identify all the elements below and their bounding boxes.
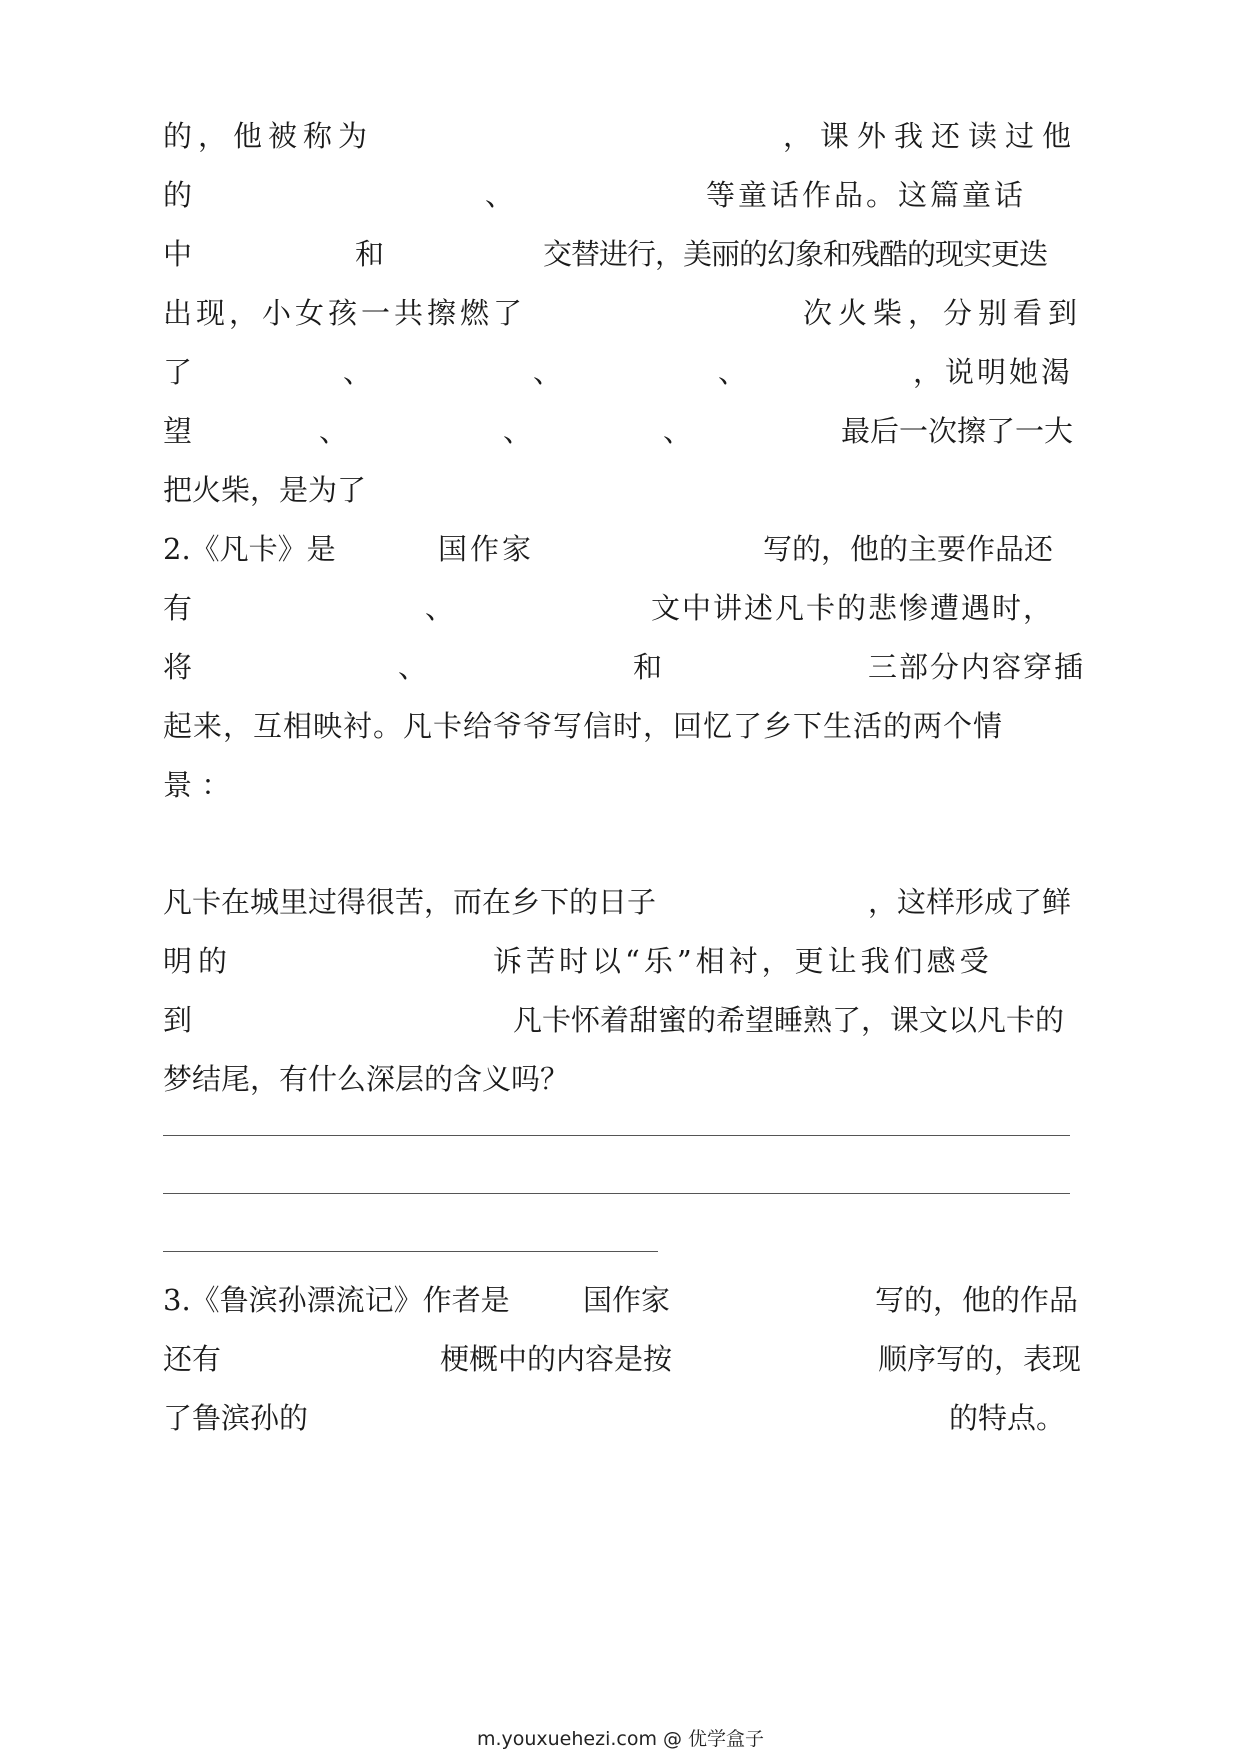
text-segment: 起来，互相映衬。凡卡给爷爷写信时，回忆了乡下生活的两个情: [163, 709, 1004, 743]
text-segment: 国作家: [438, 532, 535, 566]
answer-line: [163, 1193, 1070, 1194]
text-line: [163, 1057, 1078, 1101]
text-segment: 、: [533, 355, 563, 389]
text-segment: 顺序写的，表现: [878, 1342, 1082, 1376]
text-segment: 诉苦时以“乐”相衬，更让我们感受: [493, 944, 993, 978]
text-line: [163, 350, 1078, 394]
text-segment: 3.《鲁滨孙漂流记》作者是: [163, 1283, 510, 1317]
text-segment: 2.《凡卡》是: [163, 532, 336, 566]
text-segment: 景 ：: [163, 768, 231, 802]
text-segment: 梗概中的内容是按: [440, 1342, 673, 1376]
answer-line: [163, 1135, 1070, 1136]
text-line: [163, 114, 1078, 158]
text-segment: 到: [163, 1003, 193, 1037]
text-segment: 望: [163, 414, 193, 448]
text-segment: 次火柴，分别看到: [803, 296, 1084, 330]
text-line: [163, 704, 1078, 748]
text-segment: 写的，他的作品: [875, 1283, 1079, 1317]
text-segment: 、: [343, 355, 373, 389]
text-line: [163, 939, 1078, 983]
text-segment: 了鲁滨孙的: [163, 1401, 309, 1435]
answer-line: [163, 1251, 658, 1252]
text-line: [163, 1278, 1078, 1322]
text-segment: 有: [163, 591, 193, 625]
text-segment: 、: [663, 414, 693, 448]
text-segment: ，说明她渴: [913, 355, 1074, 389]
text-segment: 最后一次擦了一大: [841, 414, 1074, 448]
text-segment: 、: [319, 414, 349, 448]
text-segment: 把火柴，是为了: [163, 473, 367, 507]
text-segment: 的，他被称为: [163, 119, 374, 153]
text-segment: 、: [398, 650, 428, 684]
text-segment: 和: [355, 237, 385, 271]
text-segment: 凡卡在城里过得很苦，而在乡下的日子: [163, 885, 657, 919]
text-line: [163, 645, 1086, 689]
text-segment: 、: [425, 591, 455, 625]
text-segment: ，这样形成了鲜: [868, 885, 1072, 919]
text-segment: 出现，小女孩一共擦燃了: [163, 296, 527, 330]
text-segment: 、: [718, 355, 748, 389]
text-segment: 凡卡怀着甜蜜的希望睡熟了，课文以凡卡的: [513, 1003, 1065, 1037]
text-line: [163, 173, 1078, 217]
text-segment: 、: [503, 414, 533, 448]
text-line: [163, 409, 1078, 453]
text-line: [163, 1396, 1078, 1440]
text-segment: 将: [163, 650, 193, 684]
text-segment: 等童话作品。这篇童话: [706, 178, 1027, 212]
text-segment: 写的，他的主要作品还: [763, 532, 1054, 566]
text-line: [163, 527, 1078, 571]
text-line: [163, 468, 1078, 512]
text-segment: 的: [163, 178, 193, 212]
text-segment: 、: [485, 178, 515, 212]
text-line: [163, 586, 1078, 630]
text-segment: 三部分内容穿插: [868, 650, 1086, 684]
footer-watermark: m.youxuehezi.com @ 优学盒子: [476, 1728, 765, 1750]
text-line: [163, 880, 1078, 924]
text-line: [163, 998, 1078, 1042]
text-segment: ，课外我还读过他: [783, 119, 1080, 153]
text-segment: 文中讲述凡卡的悲惨遭遇时，: [651, 591, 1055, 625]
text-line: [163, 291, 1084, 335]
text-segment: 的特点。: [949, 1401, 1066, 1435]
text-segment: 明的: [163, 944, 234, 978]
text-segment: 交替进行，美丽的幻象和残酷的现实更迭: [543, 237, 1048, 271]
text-segment: 还有: [163, 1342, 222, 1376]
text-line: [163, 232, 1078, 276]
text-segment: 和: [633, 650, 663, 684]
text-segment: 梦结尾，有什么深层的含义吗？: [163, 1062, 570, 1096]
text-segment: 了: [163, 355, 193, 389]
text-segment: 中: [163, 237, 193, 271]
text-line: [163, 763, 1078, 807]
text-line: [163, 1337, 1082, 1381]
text-segment: 国作家: [583, 1283, 671, 1317]
